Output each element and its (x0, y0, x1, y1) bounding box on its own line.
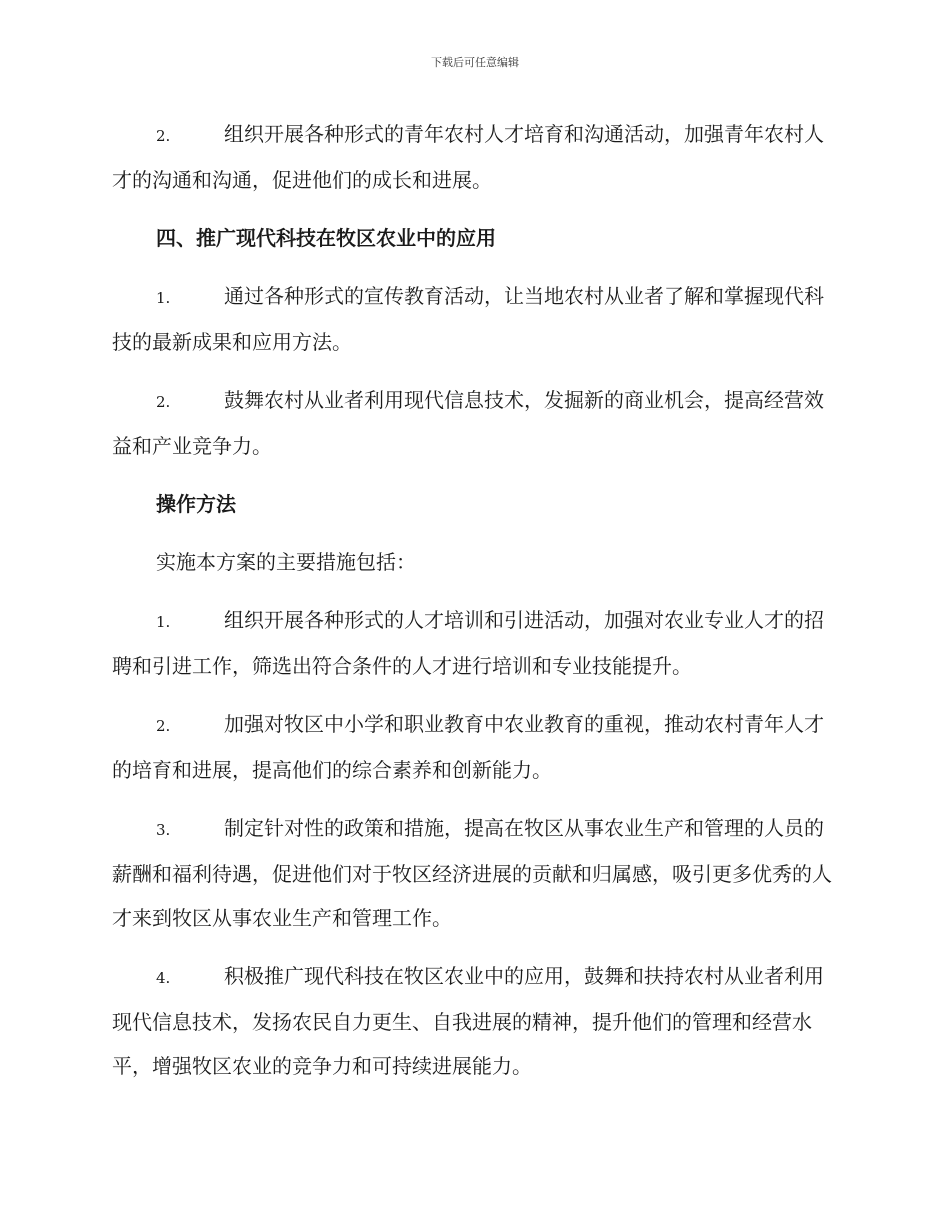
list-text: 积极推广现代科技在牧区农业中的应用，鼓舞和扶持农村从业者利用现代信息技术，发扬农民自力更生、自我进展的精神，提升他们的管理和经营水平，增强牧区农业的竞争力和可持续进展能力。 (112, 964, 824, 1078)
list-number: 1. (156, 613, 171, 631)
list-text: 加强对牧区中小学和职业教育中农业教育的重视，推动农村青年人才的培育和进展，提高他们的综合素养和创新能力。 (112, 712, 824, 782)
list-number: 1. (156, 289, 171, 307)
list-item (112, 112, 834, 202)
list-text: 组织开展各种形式的人才培训和引进活动，加强对农业专业人才的招聘和引进工作，筛选出符合条件的人才进行培训和专业技能提升。 (112, 608, 824, 678)
list-number: 3. (156, 821, 171, 839)
page-header: 下载后可任意编辑 (431, 56, 519, 69)
list-item (112, 378, 834, 468)
document-body (112, 112, 834, 1102)
list-number: 2. (156, 717, 171, 735)
list-item (112, 702, 834, 792)
list-number: 2. (156, 393, 171, 411)
list-text: 组织开展各种形式的青年农村人才培育和沟通活动，加强青年农村人才的沟通和沟通，促进他们的成长和进展。 (112, 122, 824, 192)
list-item (112, 274, 834, 364)
section-heading: 四、推广现代科技在牧区农业中的应用 (156, 226, 496, 250)
list-text: 通过各种形式的宣传教育活动，让当地农村从业者了解和掌握现代科技的最新成果和应用方法。 (112, 284, 824, 354)
list-item (112, 806, 834, 940)
paragraph: 实施本方案的主要措施包括： (156, 550, 416, 574)
list-number: 4. (156, 969, 171, 987)
list-item (112, 954, 834, 1088)
list-number: 2. (156, 127, 171, 145)
list-text: 鼓舞农村从业者利用现代信息技术，发掘新的商业机会，提高经营效益和产业竞争力。 (112, 388, 824, 458)
section-heading: 操作方法 (156, 492, 236, 516)
list-item (112, 598, 834, 688)
list-text: 制定针对性的政策和措施，提高在牧区从事农业生产和管理的人员的薪酬和福利待遇，促进他们对于牧区经济进展的贡献和归属感，吸引更多优秀的人才来到牧区从事农业生产和管理工作。 (112, 816, 832, 930)
